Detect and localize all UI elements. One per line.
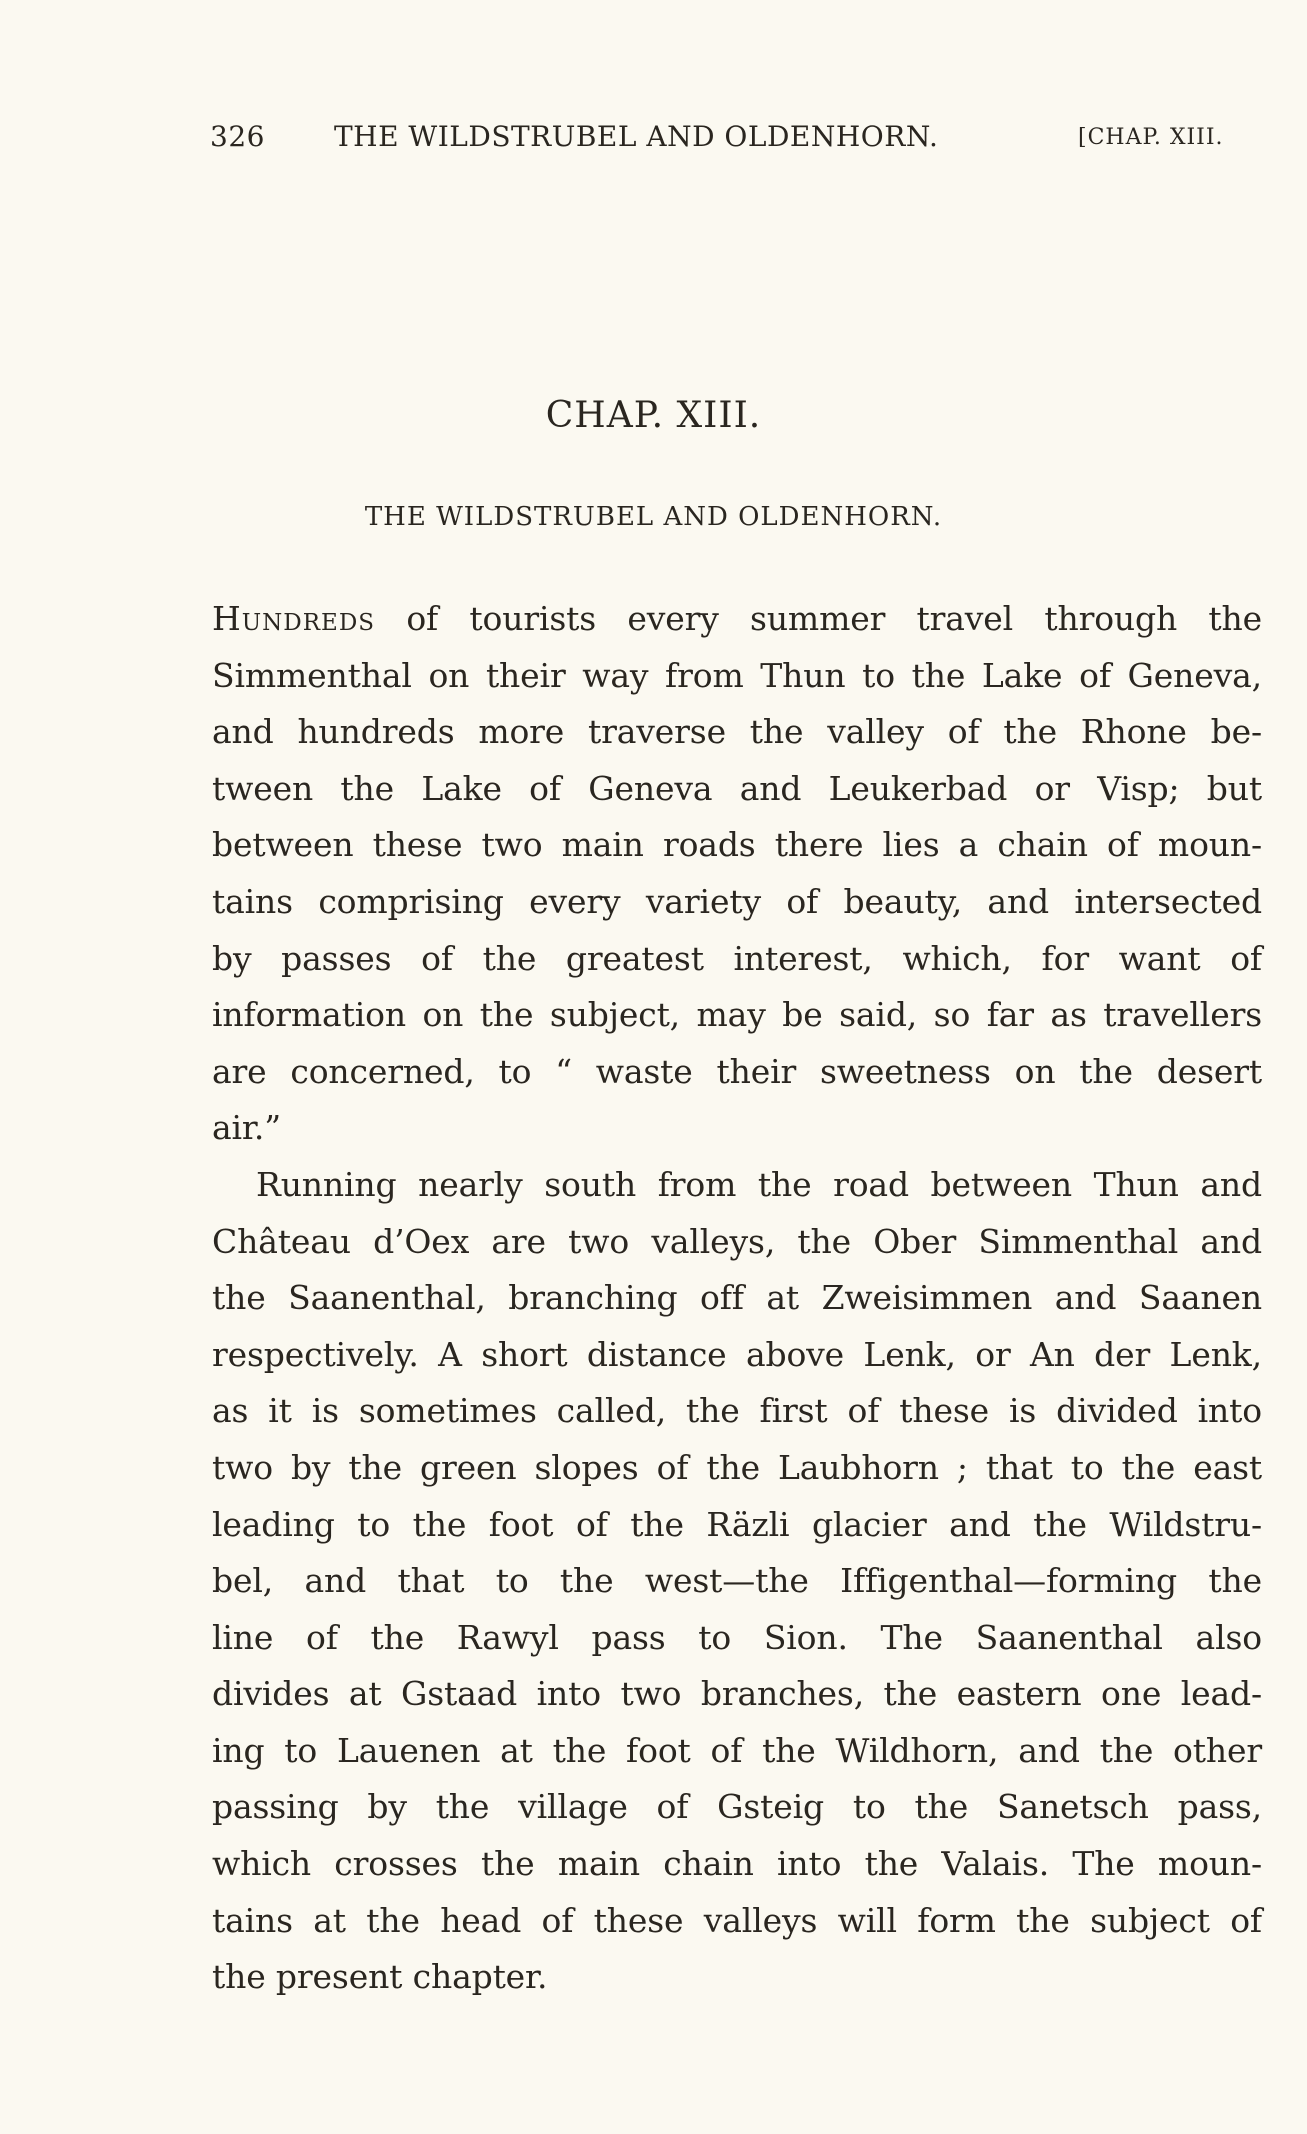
text-line: the Saanenthal, branching off at Zweisimmen and Saanen <box>212 1278 1262 1318</box>
running-head <box>210 120 1270 160</box>
text-line: Hundreds of tourists every summer travel through the <box>212 599 1262 638</box>
body-text <box>212 591 1262 2006</box>
text-line: respectively. A short distance above Lenk, or An der Lenk, <box>212 1334 1262 1374</box>
text-line: Running nearly south from the road between Thun and <box>256 1164 1262 1204</box>
text-line: tains at the head of these valleys will form the subject of <box>212 1900 1262 1940</box>
text-line: by passes of the greatest interest, which, for want of <box>212 938 1262 978</box>
text-line: leading to the foot of the Räzli glacier and the Wildstru- <box>212 1504 1262 1544</box>
chapter-number: CHAP. XIII. <box>545 395 762 436</box>
lead-word: Hundreds <box>212 599 376 638</box>
text-line: line of the Rawyl pass to Sion. The Saanenthal also <box>212 1617 1262 1657</box>
text-line: as it is sometimes called, the first of these is divided into <box>212 1391 1262 1431</box>
text-line: two by the green slopes of the Laubhorn ; that to the east <box>212 1447 1262 1487</box>
page-number: 326 <box>210 120 265 153</box>
paragraph-2 <box>212 1157 1262 2006</box>
text-line: Château d’Oex are two valleys, the Ober Simmenthal and <box>212 1221 1262 1261</box>
text-line: divides at Gstaad into two branches, the eastern one lead- <box>212 1674 1262 1714</box>
text-line: are concerned, to “ waste their sweetness on the desert <box>212 1051 1262 1091</box>
text-line: Simmenthal on their way from Thun to the Lake of Geneva, <box>212 655 1262 695</box>
text-line: information on the subject, may be said, so far as travellers <box>212 995 1262 1035</box>
text-line: tains comprising every variety of beauty, and intersected <box>212 881 1262 921</box>
text-line: passing by the village of Gsteig to the Sanetsch pass, <box>212 1787 1262 1827</box>
text-line: ing to Lauenen at the foot of the Wildhorn, and the other <box>212 1730 1262 1770</box>
text-line: tween the Lake of Geneva and Leukerbad or Visp; but <box>212 768 1262 808</box>
text-line: which crosses the main chain into the Valais. The moun- <box>212 1844 1262 1884</box>
running-chapter-ref: [CHAP. XIII. <box>1078 125 1224 150</box>
text-line: and hundreds more traverse the valley of the Rhone be- <box>212 712 1262 752</box>
chapter-title: THE WILDSTRUBEL AND OLDENHORN. <box>364 502 943 532</box>
text-line: bel, and that to the west—the Iffigenthal—forming the <box>212 1561 1262 1601</box>
paragraph-1 <box>212 591 1262 1157</box>
running-title: THE WILDSTRUBEL AND OLDENHORN. <box>334 120 939 153</box>
text-line: air.” <box>212 1108 281 1148</box>
text-line: between these two main roads there lies a chain of moun- <box>212 825 1262 865</box>
text-line: the present chapter. <box>212 1957 548 1997</box>
